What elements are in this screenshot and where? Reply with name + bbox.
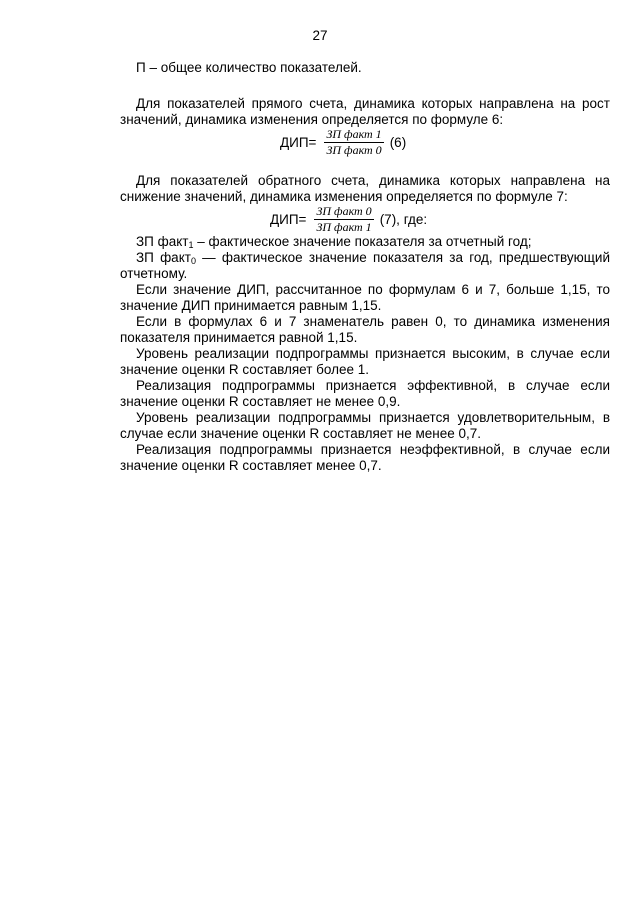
zp-fact-1-label: ЗП факт [136, 234, 189, 249]
paragraph-n-definition: П – общее количество показателей. [136, 60, 362, 75]
paragraph-zero-denominator: Если в формулах 6 и 7 знаменатель равен 0, то динамика изменения показателя принимается равной 1,15. [120, 314, 610, 345]
formula-6 [280, 128, 610, 157]
formula-7-lhs: ДИП= [270, 211, 307, 227]
formula-6-numerator: ЗП факт 1 [326, 127, 382, 141]
zp-fact-1-subscript: 1 [188, 240, 194, 250]
paragraph-reverse-count: Для показателей обратного счета, динамика которых направлена на снижение значений, динамика изменения определяется по формуле 7: [120, 173, 610, 204]
formula-7-numerator: ЗП факт 0 [316, 204, 372, 218]
zp-fact-0-text: — фактическое значение показателя за год, предшествующий отчетному. [120, 250, 610, 281]
formula-6-fraction [324, 128, 383, 157]
zp-fact-0-label: ЗП факт [136, 250, 191, 265]
document-body [120, 60, 610, 474]
formula-6-lhs: ДИП= [280, 134, 317, 150]
paragraph-effective: Реализация подпрограммы признается эффективной, в случае если значение оценки R составляет не менее 0,9. [120, 378, 610, 409]
paragraph-satisfactory: Уровень реализации подпрограммы признается удовлетворительным, в случае если значение оценки R составляет не менее 0,7. [120, 410, 610, 441]
formula-7-denominator: ЗП факт 1 [316, 220, 372, 234]
zp-fact-1-text: – фактическое значение показателя за отчетный год; [193, 234, 532, 249]
paragraph-dip-limit: Если значение ДИП, рассчитанное по формулам 6 и 7, больше 1,15, то значение ДИП принимается равным 1,15. [120, 282, 610, 313]
formula-6-tag: (6) [389, 134, 407, 150]
formula-6-denominator: ЗП факт 0 [326, 143, 382, 157]
definition-zp-fact-0 [120, 250, 610, 282]
page-number: 27 [312, 28, 328, 43]
formula-7-fraction [314, 205, 373, 234]
paragraph-direct-count: Для показателей прямого счета, динамика которых направлена на рост значений, динамика изменения определяется по формуле 6: [120, 96, 610, 127]
zp-fact-0-subscript: 0 [190, 256, 196, 266]
definition-zp-fact-1 [120, 234, 610, 250]
formula-7-tag: (7), где: [379, 211, 428, 227]
paragraph-level-high: Уровень реализации подпрограммы признается высоким, в случае если значение оценки R составляет более 1. [120, 346, 610, 377]
formula-7 [270, 205, 610, 234]
paragraph-ineffective: Реализация подпрограммы признается неэффективной, в случае если значение оценки R составляет менее 0,7. [120, 442, 610, 473]
